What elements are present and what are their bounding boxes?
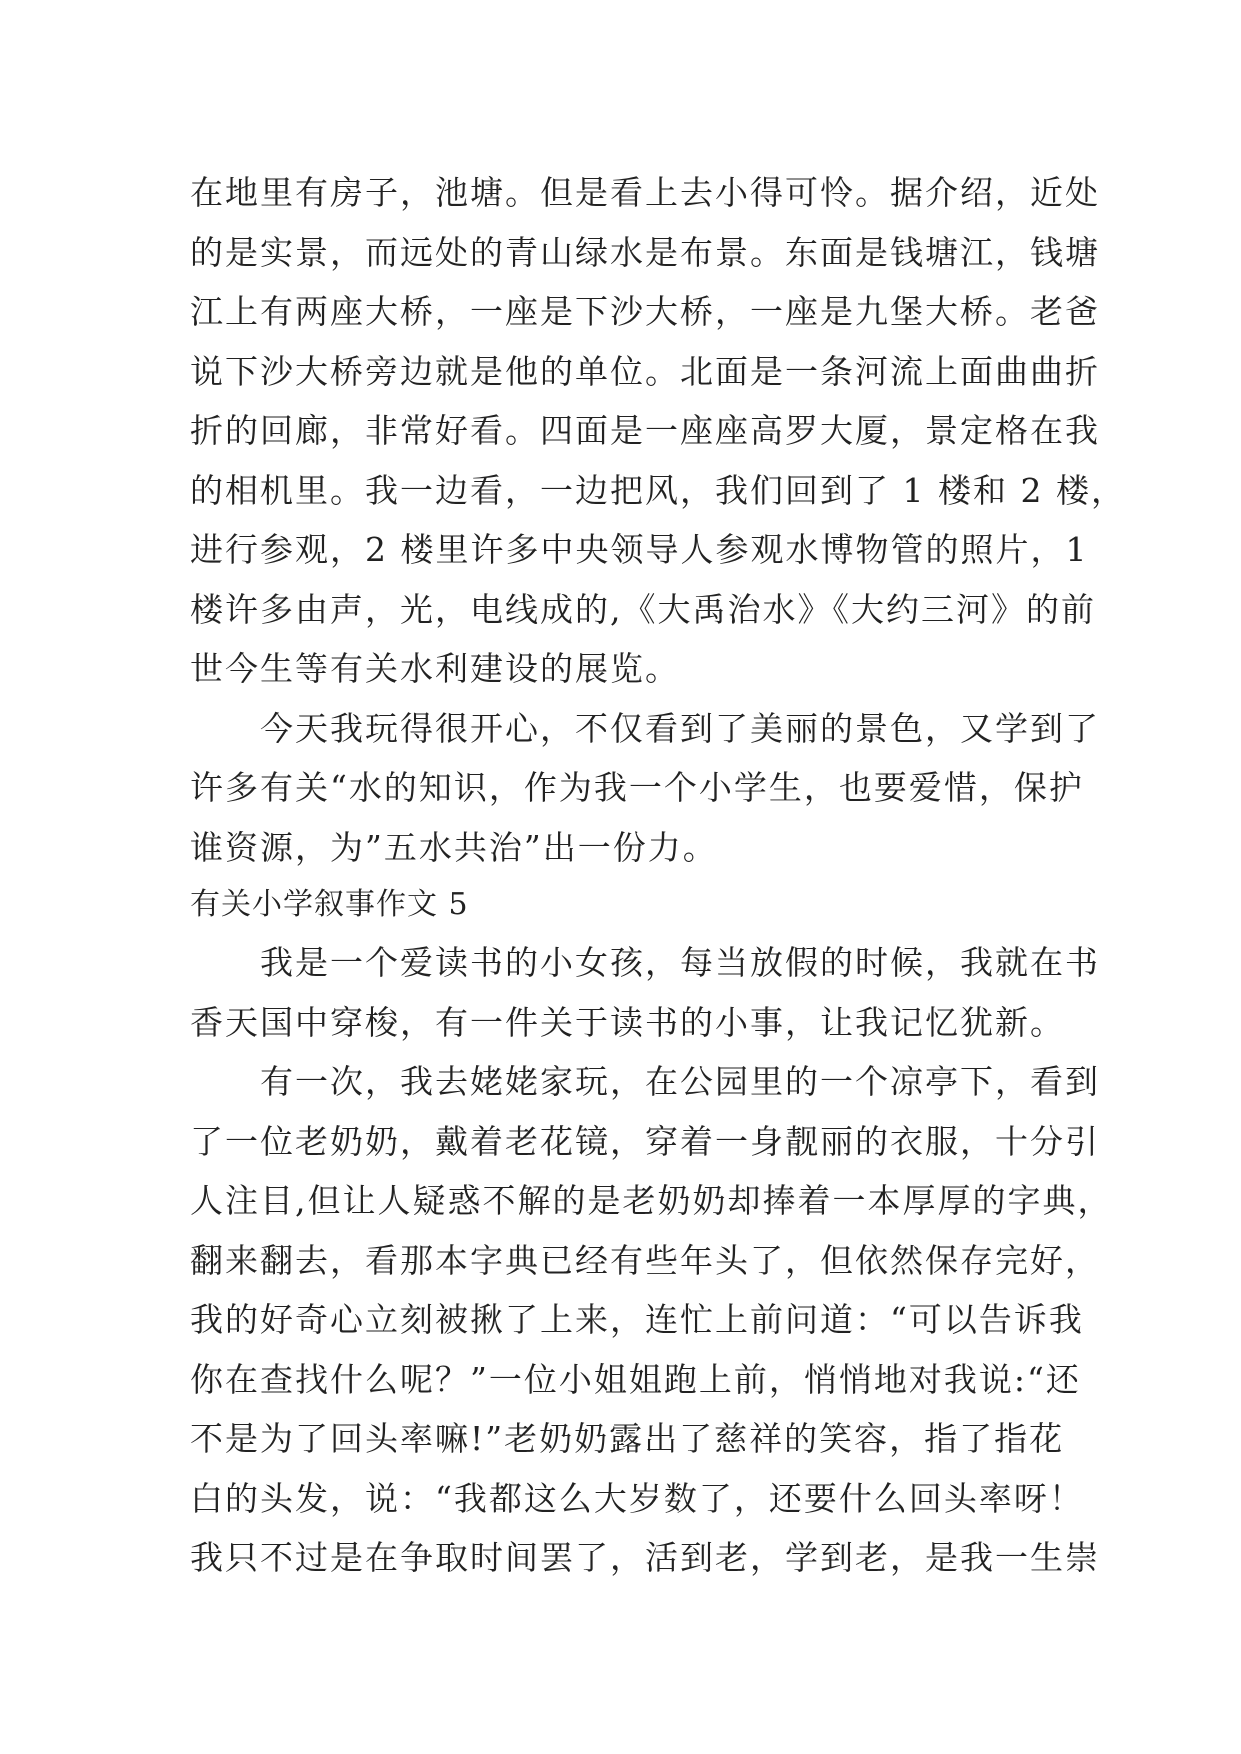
text-line: 人注目,但让人疑惑不解的是老奶奶却捧着一本厚厚的字典， bbox=[190, 1181, 1113, 1220]
text-line: 楼许多由声，光，电线成的,《大禹治水》《大约三河》的前 bbox=[190, 589, 1096, 629]
text-line: 不是为了回头率嘛!”老奶奶露出了慈祥的笑容，指了指花 bbox=[190, 1419, 1065, 1458]
text-line: 我是一个爱读书的小女孩，每当放假的时候，我就在书 bbox=[190, 943, 1100, 982]
text-line: 翻来翻去，看那本字典已经有些年头了，但依然保存完好， bbox=[190, 1240, 1100, 1280]
text-line: 在地里有房子，池塘。但是看上去小得可怜。据介绍，近处 bbox=[190, 173, 1100, 212]
text-line: 进行参观，2 楼里许多中央领导人参观水博物管的照片，1 bbox=[190, 530, 1089, 569]
section-heading: 有关小学叙事作文 5 bbox=[190, 887, 469, 922]
text-line: 有一次，我去姥姥家玩，在公园里的一个凉亭下，看到 bbox=[190, 1062, 1100, 1101]
text-line: 今天我玩得很开心，不仅看到了美丽的景色，又学到了 bbox=[190, 708, 1100, 748]
text-line: 我只不过是在争取时间罢了，活到老，学到老，是我一生崇 bbox=[190, 1538, 1100, 1577]
text-line: 的是实景，而远处的青山绿水是布景。东面是钱塘江，钱塘 bbox=[190, 232, 1100, 272]
text-line: 折的回廊，非常好看。四面是一座座高罗大厦，景定格在我 bbox=[190, 411, 1100, 450]
text-line: 谁资源，为”五水共治”出一份力。 bbox=[190, 827, 718, 867]
text-line: 江上有两座大桥，一座是下沙大桥，一座是九堡大桥。老爸 bbox=[190, 292, 1100, 331]
text-line: 的相机里。我一边看，一边把风，我们回到了 1 楼和 2 楼， bbox=[190, 470, 1126, 510]
text-line: 世今生等有关水利建设的展览。 bbox=[190, 649, 680, 688]
text-line: 香天国中穿梭，有一件关于读书的小事，让我记忆犹新。 bbox=[190, 1002, 1065, 1042]
document-body bbox=[190, 163, 1126, 1588]
text-line: 说下沙大桥旁边就是他的单位。北面是一条河流上面曲曲折 bbox=[190, 351, 1100, 391]
text-line: 白的头发，说：“我都这么大岁数了，还要什么回头率呀！ bbox=[190, 1478, 1084, 1518]
text-line: 你在查找什么呢？”一位小姐姐跑上前，悄悄地对我说:“还 bbox=[190, 1359, 1081, 1399]
text-line: 了一位老奶奶，戴着老花镜，穿着一身靓丽的衣服，十分引 bbox=[190, 1121, 1100, 1161]
text-line: 我的好奇心立刻被揪了上来，连忙上前问道：“可以告诉我 bbox=[190, 1300, 1084, 1339]
text-line: 许多有关“水的知识，作为我一个小学生，也要爱惜，保护 bbox=[190, 768, 1084, 807]
